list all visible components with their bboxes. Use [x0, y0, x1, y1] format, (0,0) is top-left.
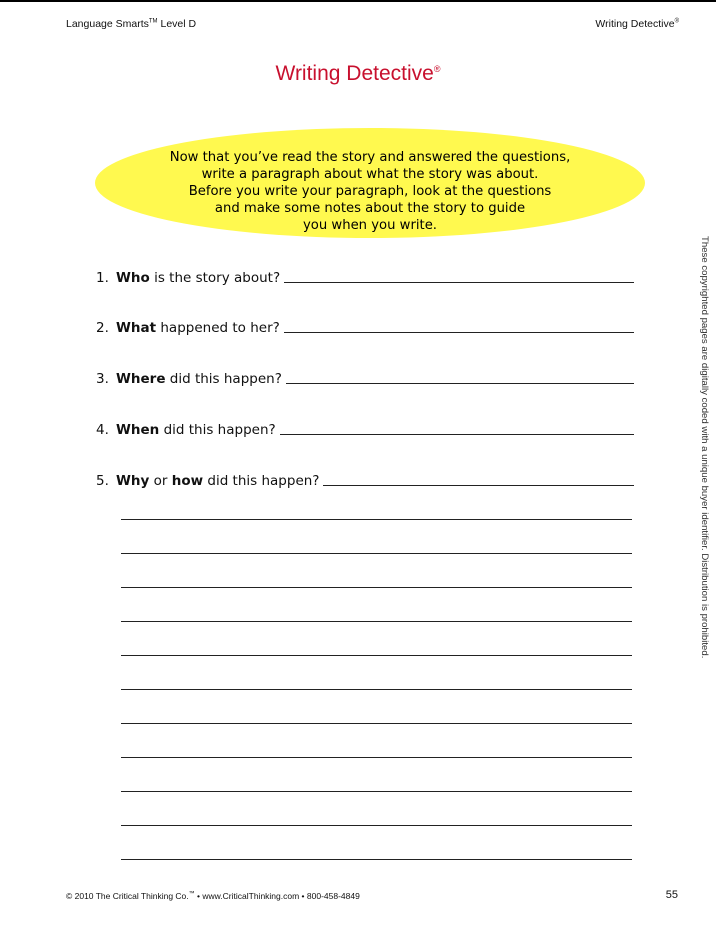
question-4	[96, 418, 634, 438]
writing-line[interactable]	[121, 655, 632, 656]
question-text: Why or how did this happen?	[116, 473, 320, 489]
top-border	[0, 0, 716, 2]
writing-line[interactable]	[121, 553, 632, 554]
writing-line[interactable]	[121, 587, 632, 588]
writing-line[interactable]	[121, 519, 632, 520]
answer-line[interactable]	[323, 485, 634, 486]
writing-line[interactable]	[121, 757, 632, 758]
question-number: 3.	[96, 371, 109, 387]
writing-line[interactable]	[121, 621, 632, 622]
header-book-title: Language Smarts™ Level D	[66, 18, 197, 30]
instruction-line: you when you write.	[303, 218, 437, 233]
answer-line[interactable]	[284, 332, 634, 333]
page-title: Writing Detective®	[275, 62, 441, 85]
question-number: 5.	[96, 473, 109, 489]
answer-line[interactable]	[280, 434, 634, 435]
writing-line[interactable]	[121, 723, 632, 724]
footer-copyright: © 2010 The Critical Thinking Co.™ • www.CriticalThinking.com • 800-458-4849	[66, 891, 360, 901]
instruction-line: write a paragraph about what the story was about.	[201, 167, 539, 182]
question-5	[96, 469, 634, 489]
question-1	[96, 266, 634, 286]
question-text: Where did this happen?	[116, 371, 282, 387]
header-section-title: Writing Detective®	[595, 18, 679, 30]
writing-line[interactable]	[121, 859, 632, 860]
writing-line[interactable]	[121, 689, 632, 690]
question-number: 1.	[96, 270, 109, 286]
instruction-line: Before you write your paragraph, look at the questions	[188, 184, 552, 199]
instruction-line: Now that you’ve read the story and answered the questions,	[169, 150, 571, 165]
question-2	[96, 316, 634, 336]
copyright-notice: These copyrighted pages are digitally coded with a unique buyer identifier. Distribution is prohibited.	[699, 236, 710, 659]
question-number: 4.	[96, 422, 109, 438]
writing-line[interactable]	[121, 825, 632, 826]
page-number: 55	[665, 889, 678, 901]
question-text: Who is the story about?	[116, 270, 281, 286]
instructions	[95, 149, 645, 234]
writing-line[interactable]	[121, 791, 632, 792]
question-text: When did this happen?	[116, 422, 276, 438]
instruction-line: and make some notes about the story to guide	[214, 201, 526, 216]
answer-line[interactable]	[286, 383, 634, 384]
answer-line[interactable]	[284, 282, 634, 283]
question-number: 2.	[96, 320, 109, 336]
question-3	[96, 367, 634, 387]
question-text: What happened to her?	[116, 320, 280, 336]
